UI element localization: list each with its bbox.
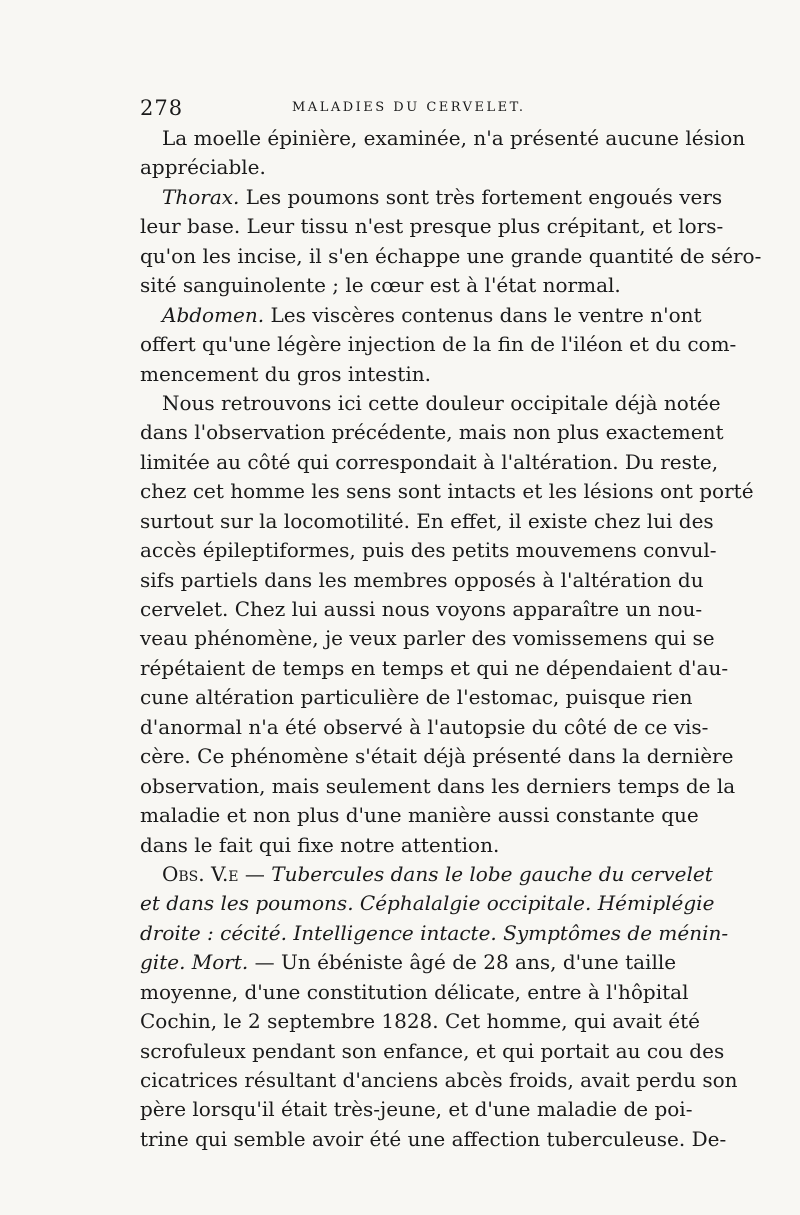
running-head: MALADIES DU CERVELET. bbox=[292, 100, 526, 115]
line-text: La moelle épinière, examinée, n'a présenté aucune lésion bbox=[162, 126, 746, 150]
line-text: et dans les poumons. Céphalalgie occipitale. Hémiplégie bbox=[140, 891, 715, 916]
line-text: Cochin, le 2 septembre 1828. Cet homme, qui avait été bbox=[140, 1009, 701, 1034]
text-line bbox=[140, 1037, 725, 1066]
body-text bbox=[140, 124, 762, 1154]
line-text: dans le fait qui fixe notre attention. bbox=[140, 832, 500, 857]
line-text: droite : cécité. Intelligence intacte. Symptômes de ménin- bbox=[140, 920, 729, 945]
line-text: père lorsqu'il était très-jeune, et d'une maladie de poi- bbox=[140, 1097, 693, 1122]
text-line bbox=[140, 919, 729, 948]
text-line bbox=[140, 477, 754, 506]
line-text: veau phénomène, je veux parler des vomissemens qui se bbox=[140, 626, 715, 651]
line-text: observation, mais seulement dans les derniers temps de la bbox=[140, 773, 736, 798]
line-text: qu'on les incise, il s'en échappe une grande quantité de séro- bbox=[140, 243, 762, 268]
text-line bbox=[140, 389, 721, 418]
text-line bbox=[140, 889, 715, 918]
line-text: limitée au côté qui correspondait à l'altération. Du reste, bbox=[140, 449, 719, 474]
text-line bbox=[140, 566, 704, 595]
text-line bbox=[140, 595, 703, 624]
text-line bbox=[140, 1125, 727, 1154]
line-text: Les viscères contenus dans le ventre n'ont bbox=[264, 302, 702, 327]
line-text: cère. Ce phénomène s'était déjà présenté dans la dernière bbox=[140, 744, 734, 769]
line-text: cicatrices résultant d'anciens abcès froids, avait perdu son bbox=[140, 1068, 738, 1092]
section-label: gite. Mort. bbox=[140, 950, 249, 975]
text-line bbox=[140, 1095, 693, 1124]
text-line bbox=[140, 1007, 701, 1036]
text-line bbox=[140, 418, 724, 447]
line-text: leur base. Leur tissu n'est presque plus crépitant, et lors- bbox=[140, 214, 724, 239]
text-line bbox=[140, 978, 689, 1007]
text-line bbox=[140, 654, 729, 683]
text-line bbox=[140, 448, 719, 477]
line-text: appréciable. bbox=[140, 155, 266, 180]
line-text: surtout sur la locomotilité. En effet, il existe chez lui des bbox=[140, 508, 714, 533]
section-label: Thorax. bbox=[162, 184, 240, 209]
text-line bbox=[140, 183, 723, 212]
section-label: Abdomen. bbox=[162, 302, 265, 327]
line-text: offert qu'une légère injection de la fin de l'iléon et du com- bbox=[140, 332, 737, 357]
text-line bbox=[140, 860, 713, 889]
text-line bbox=[140, 948, 677, 977]
line-text: sifs partiels dans les membres opposés à l'altération du bbox=[140, 567, 704, 592]
line-text: répétaient de temps en temps et qui ne dépendaient d'au- bbox=[140, 655, 729, 680]
text-line bbox=[140, 683, 693, 712]
text-line bbox=[140, 212, 724, 241]
text-line bbox=[140, 507, 714, 536]
text-line bbox=[140, 242, 762, 271]
text-line bbox=[140, 624, 715, 653]
line-text: Les poumons sont très fortement engoués vers bbox=[239, 184, 723, 209]
line-text: moyenne, d'une constitution délicate, entre à l'hôpital bbox=[140, 979, 689, 1004]
text-line bbox=[140, 330, 737, 359]
line-text: scrofuleux pendant son enfance, et qui portait au cou des bbox=[140, 1038, 725, 1063]
observation-number: Obs. V.e — bbox=[162, 861, 265, 886]
text-line bbox=[140, 124, 746, 153]
line-text: sité sanguinolente ; le cœur est à l'état normal. bbox=[140, 273, 621, 298]
text-line bbox=[140, 360, 672, 389]
text-line bbox=[140, 831, 672, 860]
text-line bbox=[140, 742, 734, 771]
line-text: d'anormal n'a été observé à l'autopsie du côté de ce vis- bbox=[140, 714, 709, 739]
line-text: — Un ébéniste âgé de 28 ans, d'une taille bbox=[248, 950, 677, 975]
line-text: dans l'observation précédente, mais non plus exactement bbox=[140, 420, 724, 445]
line-text: cervelet. Chez lui aussi nous voyons apparaître un nou- bbox=[140, 597, 703, 621]
line-text: accès épileptiformes, puis des petits mouvemens convul- bbox=[140, 538, 717, 563]
text-line bbox=[140, 772, 736, 801]
line-text: trine qui semble avoir été une affection tuberculeuse. De- bbox=[140, 1126, 727, 1151]
line-text: chez cet homme les sens sont intacts et les lésions ont porté bbox=[140, 479, 754, 504]
text-line bbox=[140, 801, 699, 830]
line-text: cune altération particulière de l'estomac, puisque rien bbox=[140, 685, 693, 710]
text-line bbox=[140, 301, 702, 330]
page-number: 278 bbox=[140, 96, 184, 120]
text-line bbox=[140, 536, 717, 565]
line-text: Tubercules dans le lobe gauche du cervelet bbox=[264, 861, 713, 886]
page-header bbox=[140, 96, 670, 122]
line-text: maladie et non plus d'une manière aussi constante que bbox=[140, 803, 699, 828]
line-text: mencement du gros intestin. bbox=[140, 361, 431, 386]
text-line bbox=[140, 1066, 738, 1095]
line-text: Nous retrouvons ici cette douleur occipitale déjà notée bbox=[162, 390, 721, 415]
text-line bbox=[140, 153, 672, 182]
text-line bbox=[140, 271, 672, 300]
text-line bbox=[140, 713, 709, 742]
